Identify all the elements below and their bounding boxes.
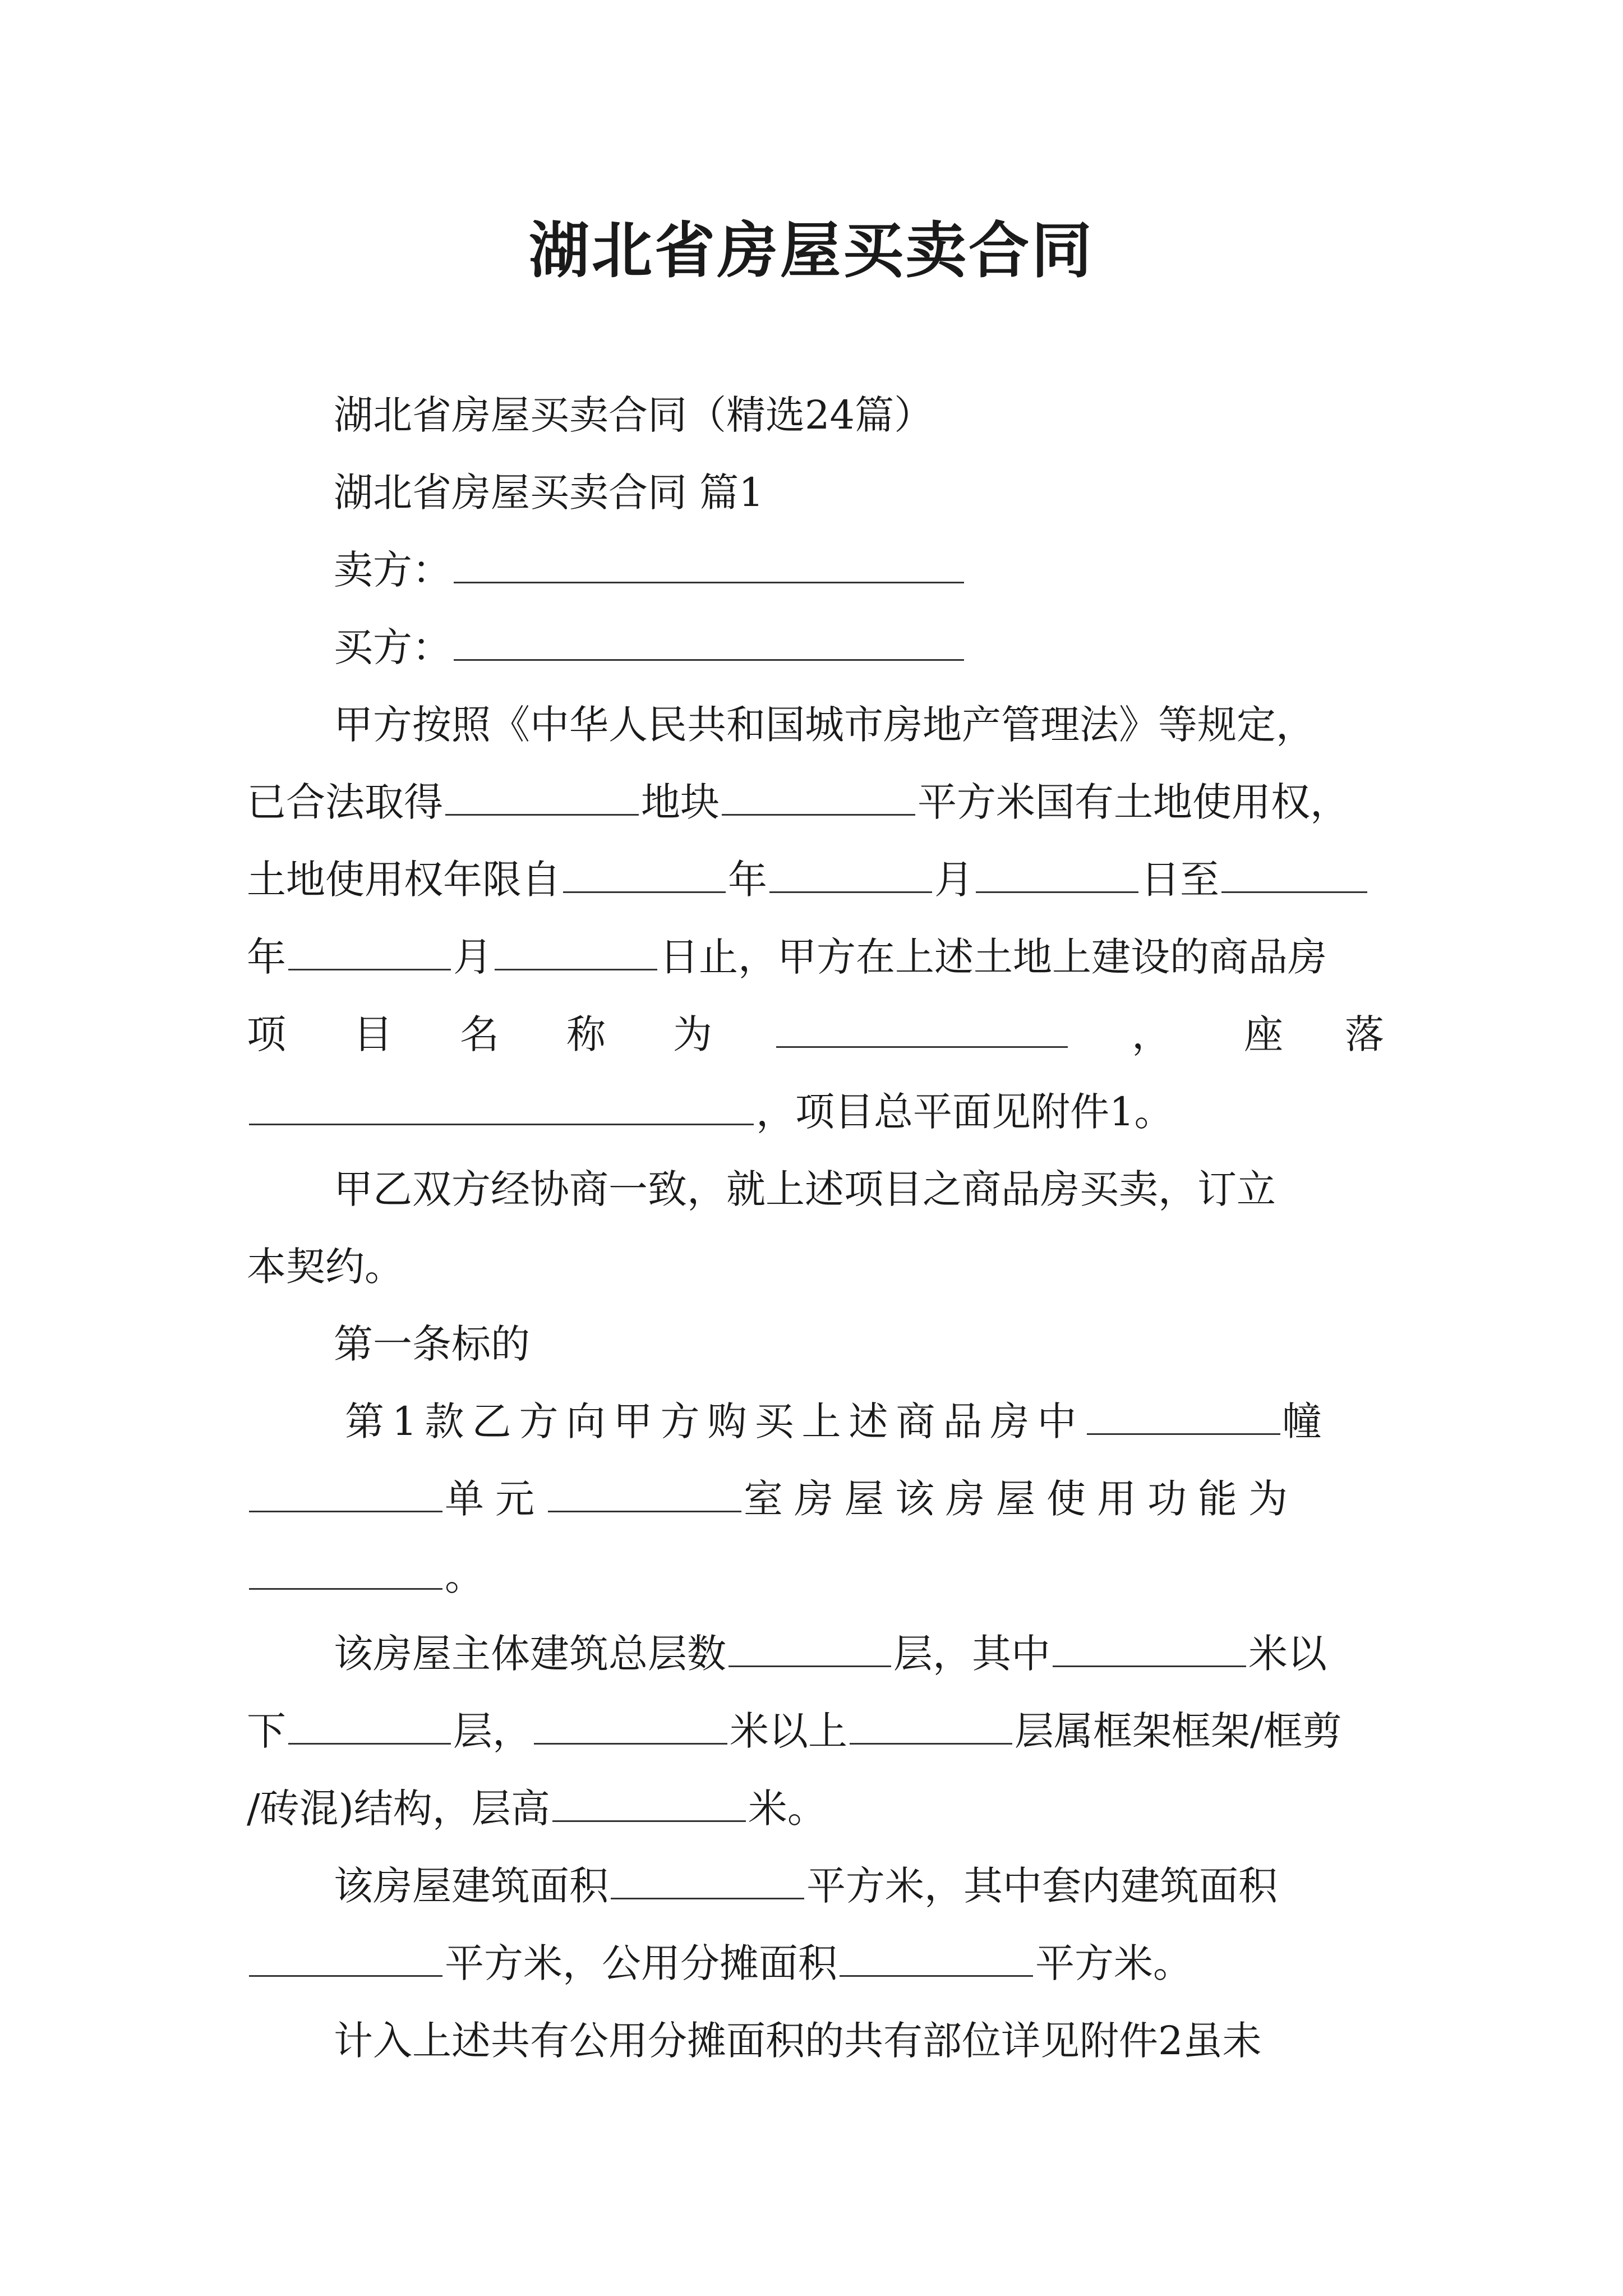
paragraph-line — [247, 1548, 484, 1604]
text-fragment: 幢 — [1282, 1398, 1330, 1444]
floors-below-blank — [288, 1704, 451, 1745]
text-fragment: 单元 — [445, 1476, 546, 1522]
unit-blank — [249, 1471, 442, 1512]
buyer-line — [334, 619, 966, 675]
text-fragment: 米以上 — [730, 1708, 847, 1754]
use-function-blank — [249, 1549, 442, 1590]
paragraph-line — [247, 852, 1370, 908]
text-fragment: 日至 — [1141, 857, 1219, 903]
floors-above-blank — [850, 1704, 1012, 1745]
text-fragment: 该房屋主体建筑总层数 — [334, 1631, 726, 1677]
text-fragment: /砖混)结构，层高 — [247, 1786, 550, 1832]
article-heading: 第一条标的 — [334, 1321, 530, 1367]
paragraph-line: 本契约。 — [247, 1244, 404, 1290]
text-fragment: 室房屋该房屋使用功能为 — [744, 1476, 1299, 1522]
text-fragment: 日止，甲方在上述土地上建设的商品房 — [660, 934, 1327, 980]
paragraph-line — [334, 1858, 1278, 1914]
text-fragment: 平方米，其中套内建筑面积 — [806, 1863, 1278, 1909]
paragraph-line — [247, 1780, 827, 1837]
text-fragment: ， — [1132, 1011, 1171, 1057]
shared-area-blank — [840, 1936, 1033, 1977]
text-fragment: 月 — [453, 934, 492, 980]
meters-below-blank — [1053, 1626, 1246, 1667]
text-fragment: 。 — [445, 1553, 484, 1599]
text-fragment: 落 — [1345, 1011, 1384, 1057]
text-fragment: 目 — [353, 1011, 393, 1057]
text-fragment: 座 — [1244, 1011, 1283, 1057]
text-fragment: 地块 — [641, 779, 720, 825]
floor-height-blank — [552, 1781, 746, 1822]
buyer-label: 买方： — [334, 624, 451, 670]
text-fragment: 年 — [728, 857, 767, 903]
text-fragment: 层， — [453, 1708, 532, 1754]
month-blank — [769, 852, 932, 893]
paragraph-line — [247, 774, 1349, 830]
total-floors-blank — [728, 1626, 891, 1667]
text-fragment: 平方米。 — [1035, 1940, 1192, 1986]
text-fragment: 第1款乙方向甲方购买上述商品房中 — [345, 1398, 1085, 1444]
text-fragment: 为 — [673, 1011, 712, 1057]
paragraph-line — [334, 1626, 1327, 1682]
seller-label: 卖方： — [334, 547, 451, 593]
year-blank — [563, 852, 726, 893]
text-fragment: 月 — [934, 857, 974, 903]
text-fragment: 土地使用权年限自 — [247, 857, 561, 903]
text-fragment: 米。 — [748, 1786, 827, 1832]
location-blank — [249, 1084, 754, 1125]
text-fragment: 层，其中 — [893, 1631, 1050, 1677]
project-name-blank — [776, 1007, 1068, 1048]
seller-line — [334, 542, 966, 598]
paragraph-line — [247, 1084, 1174, 1140]
text-fragment: 该房屋建筑面积 — [334, 1863, 608, 1909]
paragraph-line — [247, 1703, 1342, 1759]
land-parcel-blank — [445, 775, 639, 816]
document-title: 湖北省房屋买卖合同 — [528, 215, 1094, 286]
text-fragment: 年 — [247, 934, 286, 980]
paragraph-line — [345, 1393, 1330, 1450]
text-fragment: 平方米国有土地使用权， — [917, 779, 1349, 825]
day-blank — [976, 852, 1138, 893]
interior-area-blank — [249, 1936, 442, 1977]
paragraph-line: 甲方按照《中华人民共和国城市房地产管理法》等规定， — [334, 702, 1315, 748]
seller-blank — [454, 542, 964, 583]
text-fragment: 名 — [460, 1011, 499, 1057]
section-heading: 湖北省房屋买卖合同 篇1 — [334, 470, 764, 516]
text-fragment: 平方米，公用分摊面积 — [445, 1940, 837, 1986]
building-blank — [1087, 1394, 1280, 1435]
land-area-blank — [722, 775, 915, 816]
buyer-blank — [454, 620, 964, 661]
paragraph-line: 甲乙双方经协商一致，就上述项目之商品房买卖，订立 — [334, 1166, 1276, 1212]
paragraph-line — [247, 1006, 1384, 1062]
text-fragment: 称 — [566, 1011, 606, 1057]
text-fragment: 下 — [247, 1708, 286, 1754]
subtitle: 湖北省房屋买卖合同（精选24篇） — [334, 392, 934, 438]
text-fragment: 层属框架框架/框剪 — [1015, 1708, 1342, 1754]
paragraph-line — [247, 1471, 1299, 1527]
room-blank — [548, 1471, 741, 1512]
paragraph-line — [247, 1935, 1192, 1991]
end-day-blank — [495, 930, 657, 970]
building-area-blank — [611, 1858, 804, 1899]
text-fragment: 已合法取得 — [247, 779, 443, 825]
paragraph-line — [247, 929, 1327, 985]
end-month-blank — [288, 930, 451, 970]
text-fragment: 米以 — [1248, 1631, 1327, 1677]
paragraph-line: 计入上述共有公用分摊面积的共有部位详见附件2虽未 — [334, 2018, 1262, 2064]
text-fragment: 项 — [247, 1011, 286, 1057]
end-year-blank — [1221, 852, 1367, 893]
meters-above-blank — [534, 1704, 727, 1745]
text-fragment: ，项目总平面见附件1。 — [756, 1089, 1174, 1135]
